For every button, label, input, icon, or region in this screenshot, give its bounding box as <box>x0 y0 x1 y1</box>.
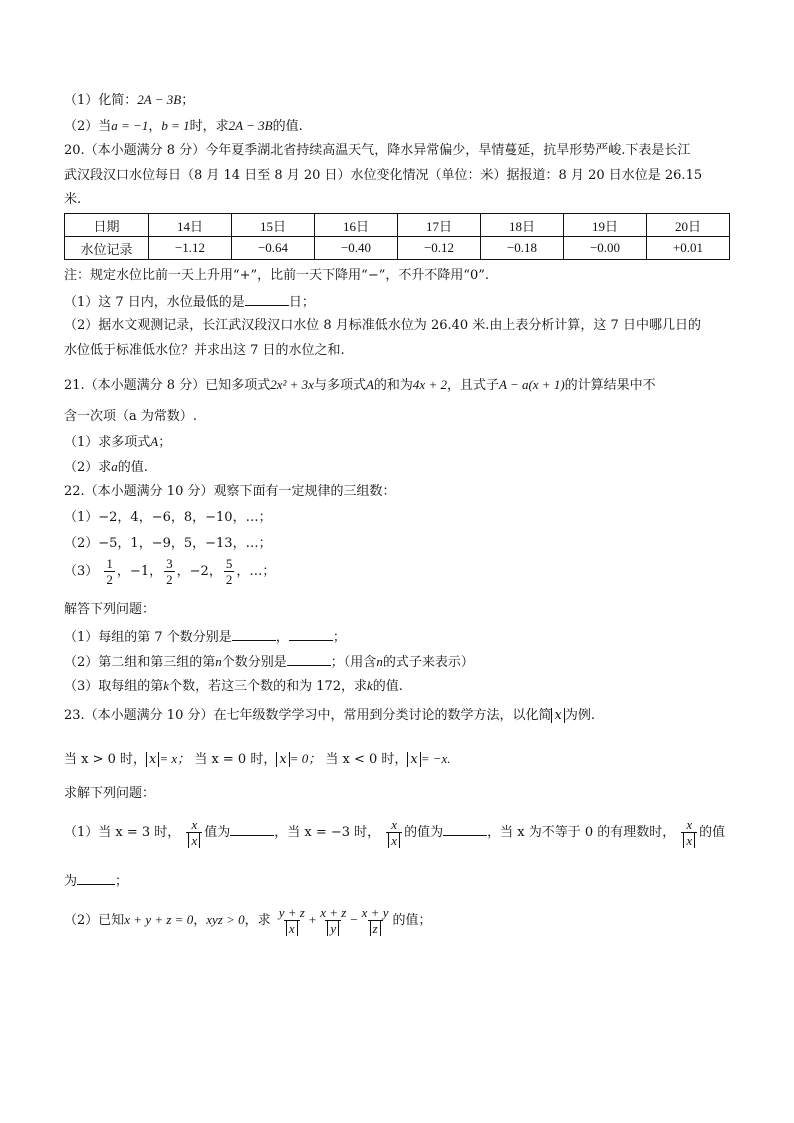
q21-poly1: 2x² + 3x <box>270 377 314 392</box>
q23-part2-text: ，求 <box>244 913 271 928</box>
q22-group2: （2）−5，1，−9，5，−13，…； <box>64 536 272 551</box>
fraction-denominator: x <box>683 833 695 848</box>
q21-expr: A − a(x + 1) <box>498 377 565 392</box>
table-row <box>65 237 730 260</box>
fraction-numerator: x <box>391 817 398 832</box>
q23-part2-text: （2）已知 <box>64 913 125 928</box>
sequence-term: −1 <box>129 564 150 579</box>
separator: ， <box>236 564 250 579</box>
table-header-cell: 17日 <box>398 214 481 237</box>
q20-part1-text: （1）这 7 日内，水位最低的是 <box>64 295 245 310</box>
q23-part1-text: ，当 x = −3 时， <box>274 825 381 840</box>
q23-part1-text: 的值 <box>699 825 726 840</box>
fraction <box>104 556 115 587</box>
q21-sum: 4x + 2 <box>412 377 447 392</box>
abs-x: x <box>146 752 159 767</box>
q21-text: 21.（本小题满分 8 分）已知多项式 <box>64 378 271 393</box>
q20-stem-line3: 米. <box>64 192 82 207</box>
table-header-cell: 16日 <box>315 214 398 237</box>
q19-part2-end: 的值. <box>272 119 303 134</box>
q22-part1 <box>64 626 346 648</box>
fraction-denominator: x <box>388 833 400 848</box>
q19-part1-end: ； <box>181 93 195 108</box>
answer-blank[interactable] <box>289 626 333 641</box>
q23-case2-result: = 0； <box>289 751 322 766</box>
fraction <box>164 556 175 587</box>
table-cell: −0.00 <box>564 237 647 260</box>
q22-part3-end: 的值. <box>372 679 403 694</box>
q19-part2-sep: ， <box>148 119 162 134</box>
separator: ， <box>275 630 289 645</box>
q21-text: ，且式子 <box>446 378 499 393</box>
table-header-cell: 日期 <box>65 214 149 237</box>
q23-stem <box>64 706 595 726</box>
q19-part2 <box>64 116 303 137</box>
fraction-2 <box>318 905 348 936</box>
q23-ask: 求解下列问题： <box>64 786 156 801</box>
abs-x: x <box>407 752 420 767</box>
q23-part1-text: 值为 <box>204 825 231 840</box>
abs-x: x <box>551 708 564 723</box>
fraction-denominator: y <box>327 921 339 936</box>
fraction-x-over-abs-x <box>186 817 202 848</box>
q20-part1 <box>64 291 315 313</box>
q20-part2-line2: 水位低于标准低水位？并求出这 7 日的水位之和. <box>64 343 345 358</box>
q20-stem-line2: 武汉段汉口水位每日（8 月 14 日至 8 月 20 日）水位变化情况（单位：米）据报道：8 月 20 日水位是 26.15 <box>64 168 703 183</box>
q21-part1-text: （1）求多项式 <box>64 435 151 450</box>
table-header-cell: 14日 <box>149 214 232 237</box>
fraction-denominator: z <box>370 921 381 936</box>
fraction-denominator: 2 <box>106 572 113 587</box>
fraction-numerator: x <box>191 817 198 832</box>
fraction-numerator: y + z <box>278 905 305 920</box>
table-header-cell: 20日 <box>647 214 730 237</box>
q22-part2-text: （2）第二组和第三组的第 <box>64 655 216 670</box>
q23-part1 <box>64 816 725 850</box>
q21-text: 的和为 <box>373 378 413 393</box>
answer-blank[interactable] <box>77 870 115 885</box>
plus-sign: + <box>308 912 317 927</box>
q21-stem-line2: 含一次项（a 为常数）. <box>64 409 198 424</box>
q21-var-a: A <box>365 377 374 392</box>
q23-cond2: xyz > 0 <box>206 912 245 927</box>
q19-part2-text: （2）当 <box>64 119 112 134</box>
fraction-denominator: x <box>286 921 298 936</box>
fraction-numerator: x + z <box>320 905 347 920</box>
answer-blank[interactable] <box>443 821 487 836</box>
q19-part1-text: （1）化简： <box>64 93 138 108</box>
answer-blank[interactable] <box>245 291 289 306</box>
table-cell: −0.18 <box>481 237 564 260</box>
q22-var-k: k <box>367 678 373 693</box>
fraction <box>224 556 235 587</box>
table-header-cell: 15日 <box>232 214 315 237</box>
q21-text: 与多项式 <box>313 378 366 393</box>
fraction-numerator: x <box>686 817 693 832</box>
q23-case2: 当 x = 0 时， <box>194 752 277 767</box>
separator: ， <box>116 564 130 579</box>
water-level-table <box>64 213 730 260</box>
q19-part2-expr: 2A − 3B <box>228 118 273 133</box>
table-header-cell: 18日 <box>481 214 564 237</box>
q23-case3: 当 x < 0 时， <box>325 752 408 767</box>
fraction-numerator: 1 <box>106 556 113 571</box>
q22-group3 <box>64 556 275 588</box>
fraction-x-over-abs-x <box>386 817 402 848</box>
table-header-row <box>65 214 730 237</box>
q21-part1-end: ； <box>158 435 172 450</box>
fraction-numerator: 5 <box>225 556 233 571</box>
sequence-term: −2 <box>189 564 209 579</box>
q22-stem: 22.（本小题满分 10 分）观察下面有一定规律的三组数： <box>64 484 396 499</box>
sequence-term: …； <box>249 564 276 579</box>
q21-part2-end: 的值. <box>117 460 148 475</box>
q21-part2 <box>64 457 148 478</box>
table-cell: −1.12 <box>149 237 232 260</box>
q22-part1-text: （1）每组的第 7 个数分别是 <box>64 630 232 645</box>
q21-stem-line1 <box>64 375 656 396</box>
q22-part2 <box>64 651 474 673</box>
q20-note: 注：规定水位比前一天上升用“+”，比前一天下降用“−”，不升不降用“0”. <box>64 268 490 283</box>
fraction-numerator: 3 <box>166 556 173 571</box>
q19-part2-cond-b: b = 1 <box>161 118 190 133</box>
q22-part1-end: ； <box>332 630 346 645</box>
q22-group1: （1）−2，4，−6，8，−10，…； <box>64 510 272 525</box>
q19-part2-cond-a: a = −1 <box>111 118 149 133</box>
q22-part3-text: （3）取每组的第 <box>64 679 164 694</box>
q22-part2-text: 个数分别是 <box>221 655 287 670</box>
separator: ， <box>149 564 163 579</box>
answer-blank[interactable] <box>230 821 274 836</box>
q23-part1-text: ，当 x 为不等于 0 的有理数时， <box>487 825 676 840</box>
q23-part1-end: ； <box>115 874 129 889</box>
q23-cases <box>64 749 451 770</box>
q19-part1 <box>64 90 194 111</box>
fraction-denominator: 2 <box>166 572 173 587</box>
q23-case1: 当 x > 0 时， <box>64 752 147 767</box>
fraction-x-over-abs-x <box>681 817 697 848</box>
q23-part2 <box>64 902 431 939</box>
table-cell: 水位记录 <box>65 237 149 260</box>
separator: ， <box>176 564 190 579</box>
q21-part1-var: A <box>150 434 159 449</box>
q20-part1-end: 日； <box>288 295 315 310</box>
q20-part2-line1: （2）据水文观测记录，长江武汉段汉口水位 8 月标准低水位为 26.40 米.由上表分析计算，这 7 日中哪几日的 <box>64 318 701 333</box>
q21-part1 <box>64 432 171 453</box>
q23-part1-text: 的值为 <box>404 825 444 840</box>
q23-stem-text: 23.（本小题满分 10 分）在七年级数学学习中，常用到分类讨论的数学方法，以化简 <box>64 708 552 723</box>
q23-part1-text: （1）当 x = 3 时， <box>64 825 181 840</box>
q22-var-n: n <box>376 654 383 669</box>
q21-text: 的计算结果中不 <box>564 378 656 393</box>
q22-group3-label: （3） <box>64 564 99 579</box>
q23-part1-cont <box>64 870 128 892</box>
q23-cond1: x + y + z = 0 <box>124 912 194 927</box>
q22-part3 <box>64 676 403 697</box>
q23-case3-result: = −x. <box>420 751 451 766</box>
abs-x: x <box>276 752 289 767</box>
fraction-numerator: x + y <box>361 905 389 920</box>
q23-case1-result: = x； <box>159 751 191 766</box>
q23-part1-text: 为 <box>64 874 78 889</box>
q22-part3-text: 个数，若这三个数的和为 172，求 <box>169 679 368 694</box>
fraction-denominator: 2 <box>225 572 233 587</box>
fraction-1 <box>277 905 307 936</box>
q20-stem-line1: 20.（本小题满分 8 分）今年夏季湖北省持续高温天气，降水异常偏少，旱情蔓延，抗旱形势严峻.下表是长江 <box>64 143 691 158</box>
table-cell: −0.64 <box>232 237 315 260</box>
separator: ， <box>208 564 222 579</box>
q19-part1-expr: 2A − 3B <box>137 92 182 107</box>
q23-part2-end: 的值； <box>392 913 432 928</box>
separator: ， <box>193 913 207 928</box>
answer-blank[interactable] <box>232 626 276 641</box>
minus-sign: − <box>350 912 358 927</box>
table-cell: −0.40 <box>315 237 398 260</box>
q22-var-n: n <box>215 654 222 669</box>
q19-part2-text2: 时，求 <box>189 119 229 134</box>
q22-part2-text: ；（用含 <box>330 655 377 670</box>
table-cell: +0.01 <box>647 237 730 260</box>
table-cell: −0.12 <box>398 237 481 260</box>
q23-stem-end: 为例. <box>564 708 595 723</box>
q22-var-k: k <box>163 678 170 693</box>
fraction-3 <box>360 905 391 936</box>
q21-part2-var: a <box>111 459 118 474</box>
q22-ask: 解答下列问题： <box>64 602 156 617</box>
answer-blank[interactable] <box>287 651 331 666</box>
table-header-cell: 19日 <box>564 214 647 237</box>
fraction-denominator: x <box>188 833 200 848</box>
q22-part2-text: 的式子来表示） <box>382 655 474 670</box>
q21-part2-text: （2）求 <box>64 460 112 475</box>
